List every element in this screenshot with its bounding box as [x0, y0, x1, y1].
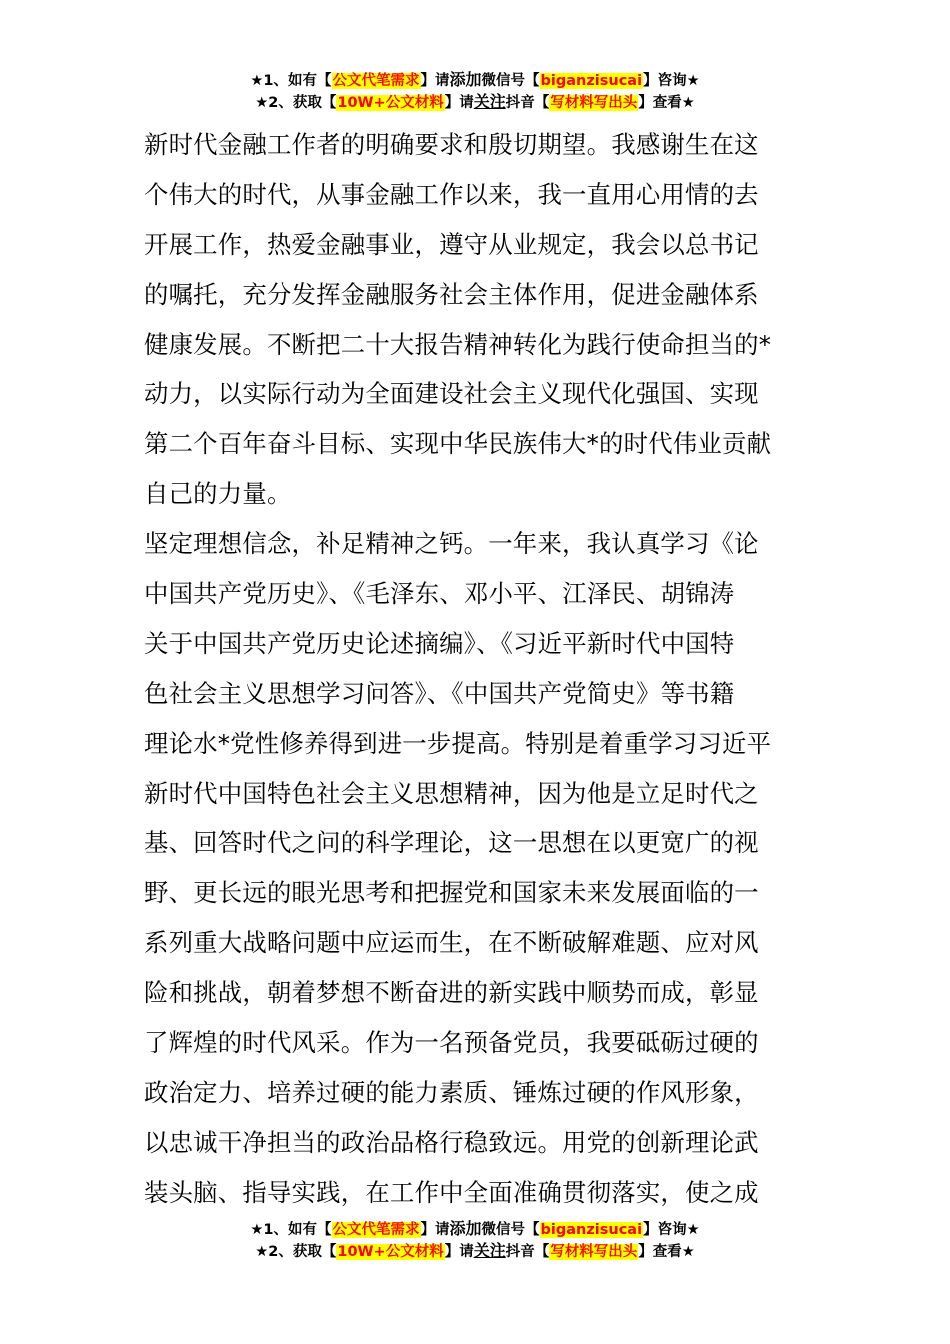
body-line: 个伟大的时代，从事金融工作以来，我一直用心用情的去	[144, 179, 759, 209]
body-line: 政治定力、培养过硬的能力素质、锤炼过硬的作风形象，	[144, 1077, 759, 1107]
body-line: 健康发展。不断把二十大报告精神转化为践行使命担当的*	[144, 329, 772, 359]
body-line: 以忠诚干净担当的政治品格行稳致远。用党的创新理论武	[144, 1127, 759, 1157]
header-banner-line-2: ★2、获取【10W+公文材料】请关注抖音【写材料写出头】查看★	[255, 92, 695, 111]
body-line: 第二个百年奋斗目标、实现中华民族伟大*的时代伟业贡献	[144, 429, 772, 459]
footer-highlight-materials: 10W+公文材料	[337, 1244, 444, 1260]
body-line: 理论水*党性修养得到进一步提高。特别是着重学习习近平	[144, 728, 772, 758]
body-line: 基、回答时代之问的科学理论，这一思想在以更宽广的视	[144, 828, 759, 858]
footer-banner-line-2: ★2、获取【10W+公文材料】请关注抖音【写材料写出头】查看★	[255, 1241, 695, 1260]
body-line: 坚定理想信念，补足精神之钙。一年来，我认真学习《论	[144, 529, 759, 559]
header-banner	[0, 69, 950, 113]
body-line: 色社会主义思想学习问答》、《中国共产党简史》等书籍	[144, 678, 735, 708]
footer-highlight-service: 公文代笔需求	[332, 1222, 420, 1238]
header-highlight-materials: 10W+公文材料	[337, 95, 444, 111]
body-line: 新时代金融工作者的明确要求和殷切期望。我感谢生在这	[144, 130, 759, 159]
footer-banner	[0, 1218, 950, 1262]
body-line: 自己的力量。	[144, 479, 292, 509]
body-line: 关于中国共产党历史论述摘编》、《习近平新时代中国特	[144, 628, 735, 658]
body-line: 野、更长远的眼光思考和把握党和国家未来发展面临的一	[144, 878, 759, 908]
body-line: 的嘱托，充分发挥金融服务社会主体作用，促进金融体系	[144, 279, 759, 309]
body-line: 新时代中国特色社会主义思想精神，因为他是立足时代之	[144, 778, 759, 808]
body-line: 中国共产党历史》、《毛泽东、邓小平、江泽民、胡锦涛	[144, 579, 735, 609]
header-highlight-douyin: 写材料写出头	[550, 95, 638, 111]
header-banner-line-1: ★1、如有【公文代笔需求】请添加微信号【biganzisucai】咨询★	[250, 70, 700, 89]
footer-banner-line-1: ★1、如有【公文代笔需求】请添加微信号【biganzisucai】咨询★	[250, 1219, 700, 1238]
body-line: 动力，以实际行动为全面建设社会主义现代化强国、实现	[144, 379, 759, 409]
body-line: 装头脑、指导实践，在工作中全面准确贯彻落实，使之成	[144, 1177, 759, 1207]
body-line: 系列重大战略问题中应运而生，在不断破解难题、应对风	[144, 928, 759, 958]
body-line: 了辉煌的时代风采。作为一名预备党员，我要砥砺过硬的	[144, 1028, 759, 1058]
document-body	[144, 120, 809, 1218]
header-highlight-wechat-id: biganzisucai	[540, 73, 643, 89]
body-line: 开展工作，热爱金融事业，遵守从业规定，我会以总书记	[144, 229, 759, 259]
footer-highlight-douyin: 写材料写出头	[550, 1244, 638, 1260]
body-line: 险和挑战，朝着梦想不断奋进的新实践中顺势而成，彰显	[144, 978, 759, 1008]
footer-highlight-wechat-id: biganzisucai	[540, 1222, 643, 1238]
header-highlight-service: 公文代笔需求	[332, 73, 420, 89]
